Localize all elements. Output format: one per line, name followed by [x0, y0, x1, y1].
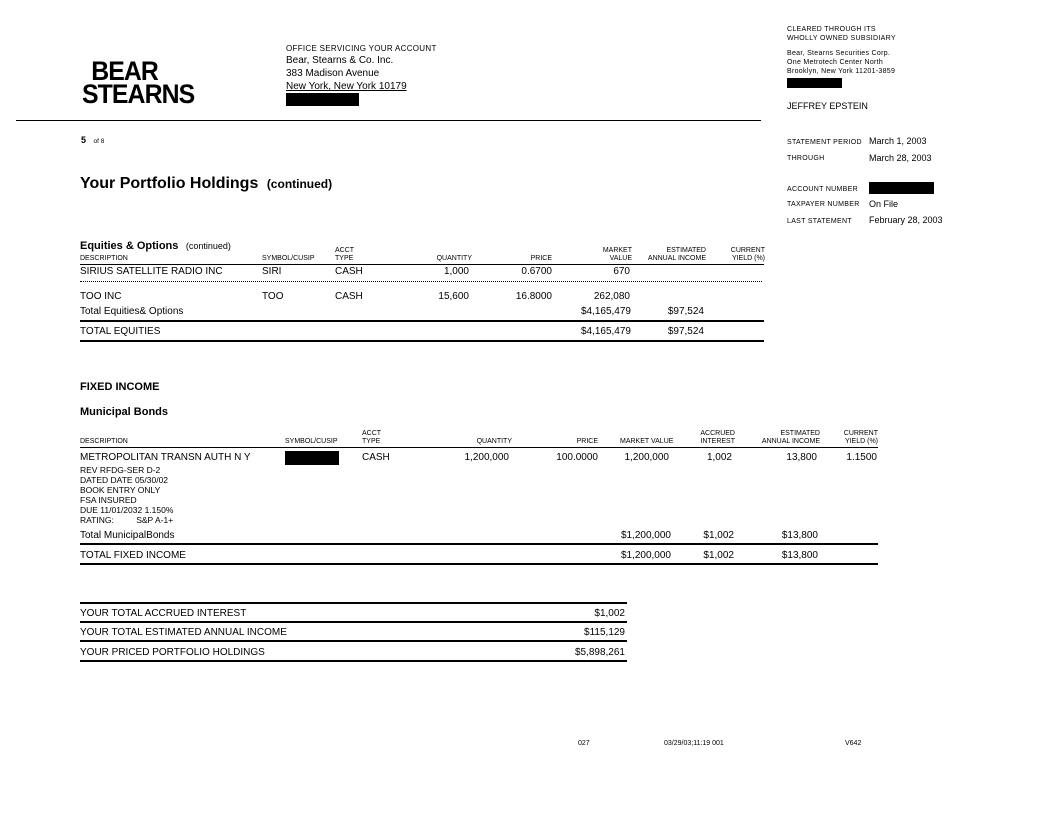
clearing-line2: WHOLLY OWNED SUBSIDIARY	[787, 35, 896, 42]
fi-hdr-accrued-2: INTEREST	[700, 438, 735, 445]
bond-type: CASH	[362, 452, 390, 463]
fi-grand-market: $1,200,000	[620, 550, 671, 561]
eq-hdr-market-2: VALUE	[609, 255, 632, 262]
eq-hdr-description: DESCRIPTION	[80, 255, 128, 262]
last-statement-value: February 28, 2003	[869, 215, 943, 225]
eq-total-market: $4,165,479	[580, 306, 631, 317]
bond-details	[80, 465, 173, 525]
bond-rating-label: RATING:	[80, 515, 114, 525]
bond-row	[0, 452, 1056, 466]
fi-total-income: $13,800	[781, 530, 818, 541]
fi-total-accrued: $1,002	[703, 530, 734, 541]
bond-market: 1,200,000	[624, 452, 669, 463]
eq-hdr-est-1: ESTIMATED	[666, 247, 706, 254]
equities-suffix: (continued)	[185, 241, 231, 251]
fi-hdr-acct-1: ACCT	[362, 430, 382, 437]
fi-hdr-price: PRICE	[576, 438, 598, 445]
row1-type: CASH	[335, 266, 363, 277]
row1-description: SIRIUS SATELLITE RADIO INC	[80, 266, 223, 277]
summary-value: $5,898,261	[574, 647, 625, 658]
bond-due: DUE 11/01/2032 1.150%	[80, 505, 174, 515]
bond-accrued: 1,002	[706, 452, 732, 463]
page-current: 5	[81, 135, 87, 145]
fi-grand-rule	[80, 563, 878, 565]
summary-label: YOUR TOTAL ACCRUED INTEREST	[80, 608, 247, 619]
eq-hdr-est-2: ANNUAL INCOME	[647, 255, 706, 262]
eq-hdr-yield-2: YIELD (%)	[731, 255, 765, 262]
bond-price: 100.0000	[556, 452, 598, 463]
eq-hdr-quantity: QUANTITY	[436, 255, 472, 262]
eq-grand-income: $97,524	[667, 326, 704, 337]
redacted-phone	[286, 93, 359, 106]
eq-row-separator	[80, 281, 762, 282]
row2-market: 262,080	[593, 291, 630, 302]
table-row	[0, 266, 1056, 280]
client-name: JEFFREY EPSTEIN	[787, 101, 868, 111]
fi-hdr-estimated	[752, 430, 820, 446]
logo-line2: STEARNS	[82, 79, 195, 109]
municipal-bonds-heading: Municipal Bonds	[80, 406, 168, 418]
equities-heading	[80, 236, 231, 254]
redacted-cusip	[285, 451, 339, 465]
summary-label: YOUR TOTAL ESTIMATED ANNUAL INCOME	[80, 627, 287, 638]
bond-quantity: 1,200,000	[464, 452, 509, 463]
office-city: New York, New York 10179	[286, 81, 407, 92]
fi-hdr-est-1: ESTIMATED	[780, 430, 820, 437]
row1-price: 0.6700	[521, 266, 552, 277]
office-label: OFFICE SERVICING YOUR ACCOUNT	[286, 44, 437, 53]
summary-value: $1,002	[594, 608, 625, 619]
fi-total-market: $1,200,000	[620, 530, 671, 541]
eq-hdr-symbol: SYMBOL/CUSIP	[262, 255, 315, 262]
bond-rating	[80, 515, 173, 525]
bond-detail: BOOK ENTRY ONLY	[80, 485, 161, 495]
bond-description: METROPOLITAN TRANSN AUTH N Y	[80, 452, 251, 463]
fi-hdr-acct-2: TYPE	[362, 438, 381, 445]
eq-hdr-acct	[335, 247, 354, 263]
row2-type: CASH	[335, 291, 363, 302]
title-main: Your Portfolio Holdings	[80, 175, 259, 192]
summary-row	[0, 608, 1056, 622]
bond-detail: REV RFDG-SER D-2	[80, 465, 161, 475]
eq-hdr-acct-1: ACCT	[335, 247, 355, 254]
clearing-street: One Metrotech Center North	[787, 59, 884, 66]
fi-hdr-acct	[362, 430, 381, 446]
clearing-block	[787, 25, 896, 88]
eq-total-income: $97,524	[667, 306, 704, 317]
eq-hdr-yield	[720, 247, 765, 263]
summary-rule	[80, 640, 627, 642]
fi-hdr-yield	[832, 430, 878, 446]
summary-top-rule	[80, 602, 627, 604]
clearing-firm: Bear, Stearns Securities Corp.	[787, 50, 891, 57]
summary-rule	[80, 621, 627, 623]
bear-stearns-logo	[82, 56, 195, 109]
row2-quantity: 15,600	[438, 291, 469, 302]
page-title	[80, 175, 332, 193]
fi-hdr-quantity: QUANTITY	[476, 438, 512, 445]
title-suffix: (continued)	[266, 177, 333, 191]
fixed-income-heading: FIXED INCOME	[80, 381, 160, 393]
fi-hdr-yield-1: CURRENT	[843, 430, 878, 437]
fi-header-rule	[80, 447, 878, 448]
logo-line1: BEAR	[91, 56, 158, 86]
eq-hdr-market	[580, 247, 632, 263]
equities-title: Equities & Options	[80, 240, 179, 252]
page-of: of 8	[93, 138, 105, 145]
office-street: 383 Madison Avenue	[286, 68, 380, 79]
period-label: STATEMENT PERIOD	[787, 139, 862, 146]
fi-hdr-yield-2: YIELD (%)	[844, 438, 878, 445]
redacted-clearing	[787, 78, 842, 88]
period-value: March 1, 2003	[869, 136, 927, 146]
row2-price: 16.8000	[515, 291, 552, 302]
eq-grand-market: $4,165,479	[580, 326, 631, 337]
eq-hdr-price: PRICE	[530, 255, 552, 262]
bond-detail: DATED DATE 05/30/02	[80, 475, 169, 485]
eq-grand-rule	[80, 340, 764, 342]
fi-hdr-accrued	[690, 430, 735, 446]
fi-total-rule	[80, 543, 878, 545]
bond-income: 13,800	[786, 452, 817, 463]
redacted-account	[869, 182, 934, 194]
row2-description: TOO INC	[80, 291, 122, 302]
account-label: ACCOUNT NUMBER	[787, 186, 858, 193]
row1-market: 670	[613, 266, 630, 277]
through-value: March 28, 2003	[869, 153, 932, 163]
row2-symbol: TOO	[262, 291, 284, 302]
taxpayer-label: TAXPAYER NUMBER	[787, 201, 860, 208]
row1-quantity: 1,000	[443, 266, 469, 277]
eq-header-rule	[80, 264, 764, 265]
eq-hdr-acct-2: TYPE	[335, 255, 354, 262]
fi-hdr-accrued-1: ACCRUED	[700, 430, 735, 437]
fi-hdr-symbol: SYMBOL/CUSIP	[285, 438, 338, 445]
summary-row	[0, 627, 1056, 641]
clearing-line1: CLEARED THROUGH ITS	[787, 26, 876, 33]
header-rule	[16, 120, 761, 121]
eq-total-label: Total Equities& Options	[80, 306, 184, 317]
fi-hdr-description: DESCRIPTION	[80, 438, 128, 445]
summary-value: $115,129	[584, 627, 625, 638]
bond-yield: 1.1500	[846, 452, 877, 463]
last-statement-label: LAST STATEMENT	[787, 218, 852, 225]
eq-hdr-estimated	[640, 247, 706, 263]
eq-hdr-yield-1: CURRENT	[730, 247, 765, 254]
fi-hdr-market: MARKET VALUE	[620, 438, 674, 445]
bond-detail: FSA INSURED	[80, 495, 137, 505]
eq-hdr-market-1: MARKET	[602, 247, 632, 254]
page-number	[81, 130, 104, 148]
fi-hdr-est-2: ANNUAL INCOME	[761, 438, 820, 445]
office-block	[286, 44, 437, 106]
taxpayer-value: On File	[869, 199, 899, 209]
fi-grand-accrued: $1,002	[703, 550, 734, 561]
eq-grand-label: TOTAL EQUITIES	[80, 326, 161, 337]
footer-timestamp: 03/29/03;11:19 001	[664, 740, 724, 747]
clearing-city: Brooklyn, New York 11201-3859	[787, 68, 896, 75]
office-name: Bear, Stearns & Co. Inc.	[286, 55, 394, 66]
fi-grand-income: $13,800	[781, 550, 818, 561]
through-label: THROUGH	[787, 155, 825, 162]
summary-row	[0, 647, 1056, 661]
fi-grand-label: TOTAL FIXED INCOME	[80, 550, 186, 561]
summary-label: YOUR PRICED PORTFOLIO HOLDINGS	[80, 647, 265, 658]
summary-bottom-rule	[80, 660, 627, 662]
row1-symbol: SIRI	[262, 266, 282, 277]
footer-code: 027	[578, 740, 590, 747]
bond-rating-value: S&P A-1+	[136, 515, 174, 525]
footer-version: V642	[845, 740, 862, 747]
table-row	[0, 291, 1056, 305]
eq-total-rule	[80, 320, 764, 322]
fi-total-label: Total MunicipalBonds	[80, 530, 175, 541]
